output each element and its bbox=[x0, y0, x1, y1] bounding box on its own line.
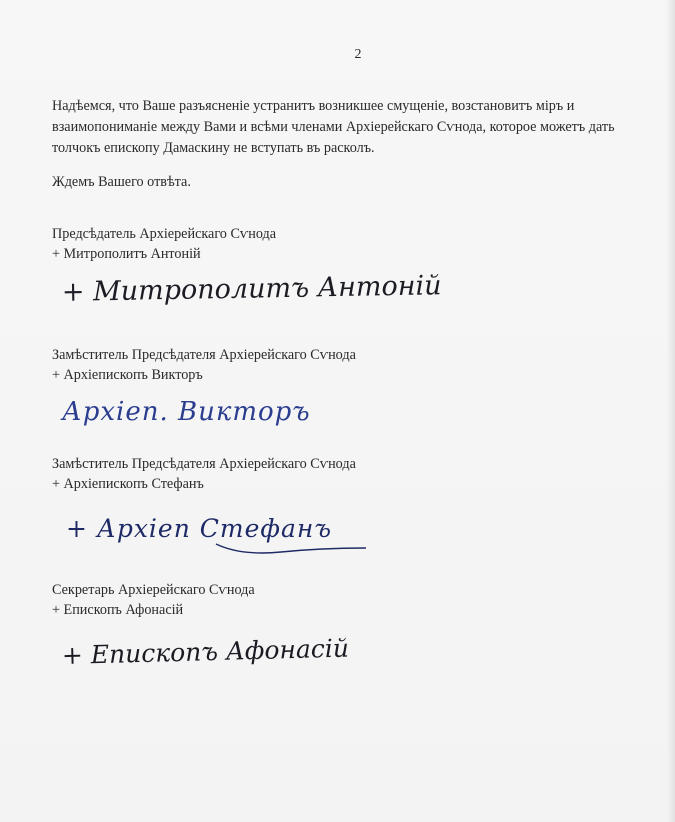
paragraph-line: толчокъ епископу Дамаскину не вступать въ расколъ. bbox=[52, 140, 375, 156]
signatory-title: Замѣститель Предсѣдателя Архіерейскаго Сѵнода bbox=[52, 347, 356, 363]
signatory-block-2 bbox=[52, 345, 356, 385]
signatory-block-3 bbox=[52, 454, 356, 494]
signature-underline-stroke bbox=[66, 514, 396, 558]
handwritten-signature-1: + Митрополитъ Антоній bbox=[61, 270, 442, 308]
body-paragraph bbox=[52, 96, 615, 159]
signatory-title: Замѣститель Предсѣдателя Архіерейскаго Сѵнода bbox=[52, 456, 356, 472]
signatory-block-4 bbox=[52, 580, 255, 620]
signatory-title: Секретарь Архіерейскаго Сѵнода bbox=[52, 582, 255, 598]
page-number: 2 bbox=[354, 47, 362, 62]
signatory-block-1 bbox=[52, 224, 276, 264]
closing-line: Ждемъ Вашего отвѣта. bbox=[52, 174, 191, 190]
signatory-name: + Архіепископъ Викторъ bbox=[52, 367, 203, 383]
handwritten-signature-3: + Архіеп Стефанъ bbox=[66, 514, 396, 558]
handwritten-signature-2: Архіеп. Викторъ bbox=[62, 397, 311, 427]
paragraph-line: Надѣемся, что Ваше разъясненіе устранитъ возникшее смущеніе, возстановитъ міръ и bbox=[52, 98, 575, 114]
page-edge-shadow bbox=[667, 0, 675, 822]
signatory-name: + Митрополитъ Антоній bbox=[52, 246, 201, 262]
signatory-name: + Архіепископъ Стефанъ bbox=[52, 476, 204, 492]
paragraph-line: взаимопониманіе между Вами и всѣми членами Архіерейскаго Сѵнода, которое можетъ дать bbox=[52, 119, 615, 135]
handwritten-signature-4: + Епископъ Афонасій bbox=[61, 633, 350, 671]
signatory-name: + Епископъ Афонасій bbox=[52, 602, 184, 618]
signatory-title: Предсѣдатель Архіерейскаго Сѵнода bbox=[52, 226, 277, 242]
